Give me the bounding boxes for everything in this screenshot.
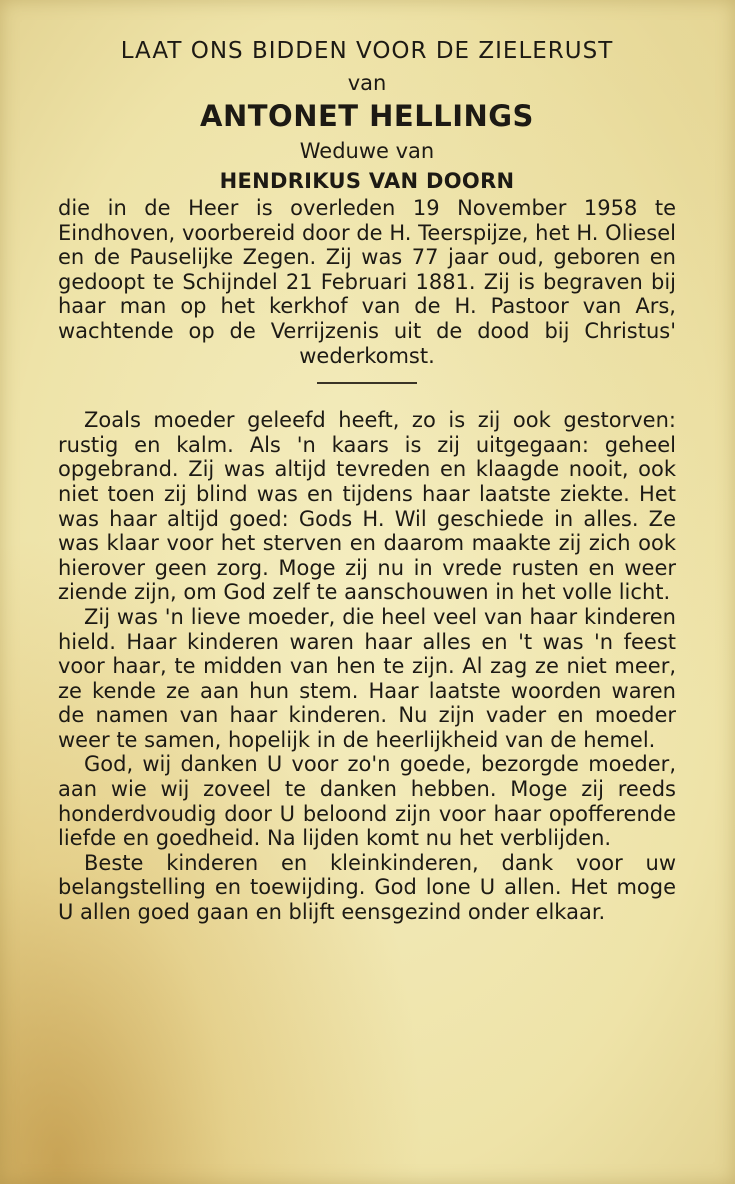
prayer-heading: LAAT ONS BIDDEN VOOR DE ZIELERUST	[120, 38, 614, 64]
divider-rule	[317, 382, 417, 384]
widow-of-label: Weduwe van	[299, 139, 435, 163]
paragraph-children: Zij was 'n lieve moeder, die heel veel van haar kinderen hield. Haar kinderen waren haar alles en 't was 'n feest voor haar, te midden van hen te zijn. Al zag ze niet meer, ze kende ze aan hun stem. Haar laatste woorden waren de namen van haar kinderen. Nu zijn vader en moeder weer te samen, hopelijk in de heerlijkheid van de hemel.	[58, 604, 676, 752]
paragraph-thanks: God, wij danken U voor zo'n goede, bezorgde moeder, aan wie wij zoveel te danken hebben. Moge zij reeds honderdvoudig door U beloond zijn voor haar opofferende liefde en goedheid. Na lijden komt nu het verblijden.	[58, 752, 676, 851]
intro-paragraph: die in de Heer is overleden 19 November 1958 te Eindhoven, voorbereid door de H. Teerspijze, het H. Oliesel en de Pauselijke Zegen. Zij was 77 jaar oud, geboren en gedoopt te Schijndel 21 Februari 1881. Zij is begraven bij haar man op het kerkhof van de H. Pastoor van Ars, wachtende op de Verrijzenis uit de dood bij Christus' wederkomst.	[58, 196, 676, 368]
paragraph-character: Zoals moeder geleefd heeft, zo is zij ook gestorven: rustig en kalm. Als 'n kaars is zij uitgegaan: geheel opgebrand. Zij was altijd tevreden en klaagde nooit, ook niet toen zij blind was en tijdens haar laatste ziekte. Het was haar altijd goed: Gods H. Wil geschiede in alles. Ze was klaar voor het sterven en daarom maakte zij zich ook hierover geen zorg. Moge zij nu in vrede rusten en weer ziende zijn, om God zelf te aanschouwen in het volle licht.	[58, 408, 676, 605]
van-label: van	[347, 71, 387, 95]
husband-name: HENDRIKUS VAN DOORN	[219, 169, 515, 193]
card-content	[58, 30, 676, 925]
deceased-name: ANTONET HELLINGS	[200, 99, 534, 133]
paragraph-farewell: Beste kinderen en kleinkinderen, dank voor uw belangstelling en toewijding. God lone U allen. Het moge U allen goed gaan en blijft eensgezind onder elkaar.	[58, 850, 676, 925]
